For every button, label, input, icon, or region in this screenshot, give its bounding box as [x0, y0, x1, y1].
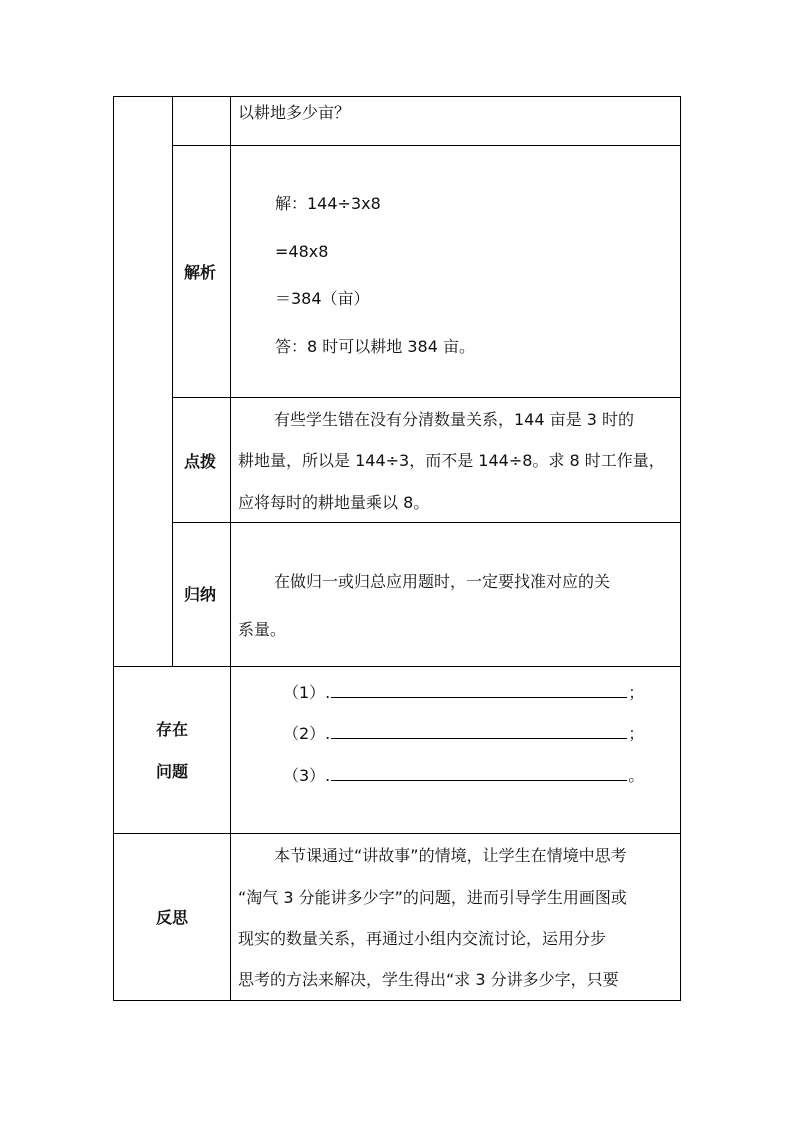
row-divider-5: [113, 833, 681, 834]
reflection-line: 本节课通过“讲故事”的情境，让学生在情境中思考: [274, 846, 627, 865]
row-divider-1: [172, 145, 681, 146]
problem-number: （1）.: [283, 683, 331, 702]
tips-line: 耕地量，所以是 144÷3，而不是 144÷8。求 8 时工作量，: [238, 451, 665, 470]
problem-item-2: [283, 723, 644, 744]
problem-number: （2）.: [283, 724, 331, 743]
problem-number: （3）.: [283, 766, 331, 785]
table-left-border: [113, 96, 114, 1001]
answer-blank-line[interactable]: [331, 682, 627, 698]
problem-end-punct: 。: [628, 766, 645, 785]
analysis-answer: 答：8 时可以耕地 384 亩。: [275, 337, 475, 356]
inner-divider-1: [172, 96, 173, 666]
problem-end-punct: ；: [628, 724, 645, 743]
reflection-line: “淘气 3 分能讲多少字”的问题，进而引导学生用画图或: [238, 888, 627, 907]
problems-label-line2: 问题: [156, 762, 189, 781]
problems-label-line1: 存在: [156, 720, 189, 739]
tips-line: 有些学生错在没有分清数量关系，144 亩是 3 时的: [274, 410, 634, 429]
problem-item-1: [283, 682, 644, 703]
reflection-line: 现实的数量关系，再通过小组内交流讨论，运用分步: [238, 929, 607, 948]
tips-line: 应将每时的耕地量乘以 8。: [238, 493, 430, 512]
answer-blank-line[interactable]: [331, 723, 627, 739]
summary-line: 系量。: [238, 620, 287, 639]
table-bottom-border: [113, 1000, 681, 1001]
tips-label: 点拨: [184, 452, 217, 471]
reflection-label: 反思: [156, 908, 189, 927]
summary-label: 归纳: [184, 585, 217, 604]
answer-blank-line[interactable]: [331, 765, 627, 781]
analysis-label: 解析: [184, 263, 217, 282]
analysis-line: =48x8: [275, 242, 329, 261]
summary-line: 在做归一或归总应用题时，一定要找准对应的关: [274, 572, 611, 591]
row-divider-3: [172, 522, 681, 523]
problem-end-punct: ；: [628, 683, 645, 702]
analysis-line: 解：144÷3x8: [275, 194, 381, 213]
problem-item-3: [283, 765, 644, 786]
row-divider-4: [113, 666, 681, 667]
table-top-border: [113, 96, 681, 97]
row-divider-2: [172, 397, 681, 398]
question-continuation-text: 以耕地多少亩？: [238, 103, 351, 122]
inner-divider-2: [230, 96, 231, 1001]
reflection-line: 思考的方法来解决，学生得出“求 3 分讲多少字，只要: [238, 970, 619, 989]
table-right-border: [680, 96, 681, 1001]
analysis-line: ＝384（亩）: [275, 289, 370, 308]
